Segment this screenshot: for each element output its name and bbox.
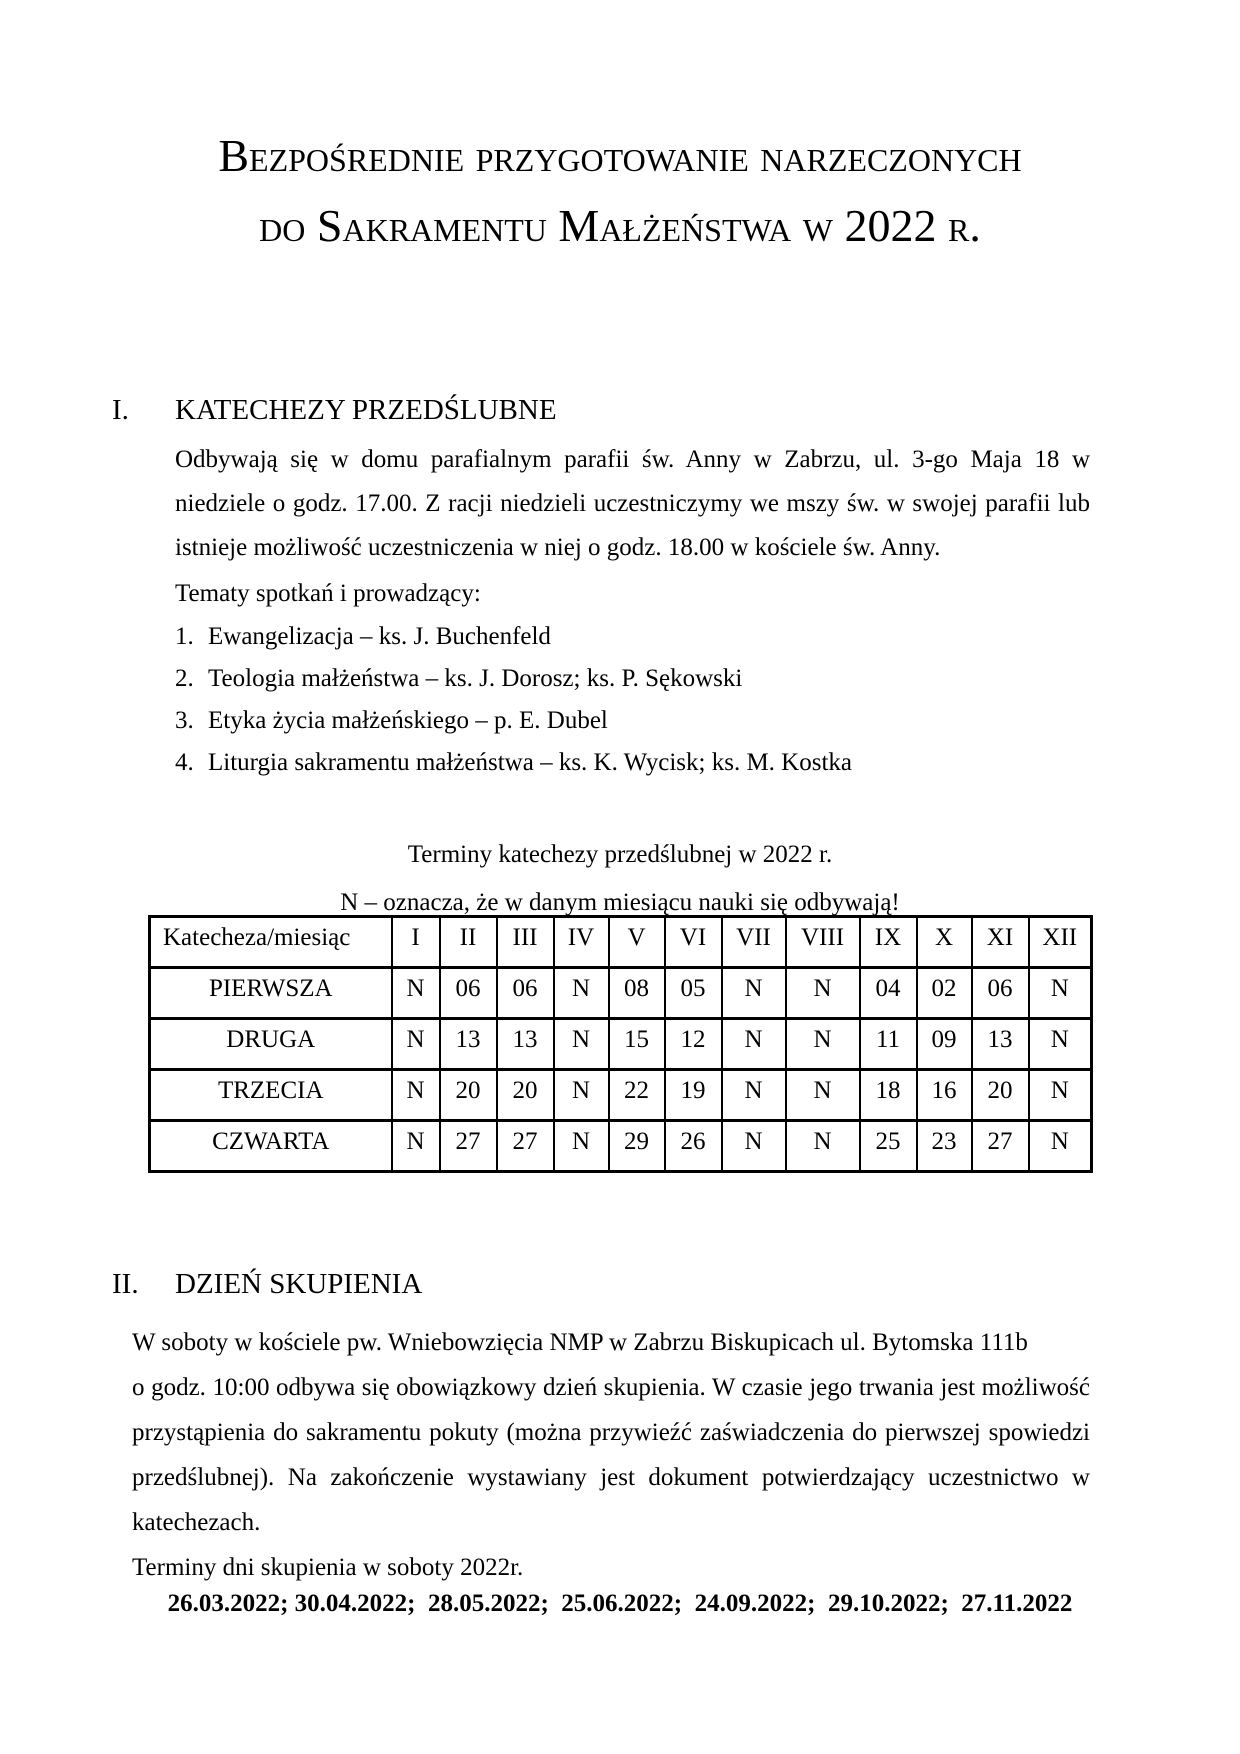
table-header-cell: IX: [860, 917, 917, 968]
table-header-cell: VII: [722, 917, 786, 968]
table-cell: 16: [917, 1070, 972, 1121]
table-cell: N: [392, 1121, 440, 1172]
table-cell: 25: [860, 1121, 917, 1172]
table-cell: 08: [609, 968, 665, 1019]
topic-number: 3.: [175, 707, 194, 734]
table-cell: N: [554, 1070, 609, 1121]
paragraph-line: W soboty w kościele pw. Wniebowzięcia NMP w Zabrzu Biskupicach ul. Bytomska 111b: [132, 1329, 1028, 1356]
table-cell: 05: [665, 968, 722, 1019]
table-cell: 13: [440, 1019, 497, 1070]
section2-heading: [112, 1266, 422, 1302]
table-cell: 29: [609, 1121, 665, 1172]
section2-heading-text: DZIEŃ SKUPIENIA: [175, 1268, 423, 1300]
table-cell: 12: [665, 1019, 722, 1070]
table-header-cell: VI: [665, 917, 722, 968]
paragraph-line: przystąpienia do sakramentu pokuty (można przywieźć zaświadczenia do pierwszej spowiedzi: [132, 1419, 1090, 1446]
table-cell: 09: [917, 1019, 972, 1070]
table-cell: 13: [972, 1019, 1029, 1070]
retreat-terms-label: Terminy dni skupienia w soboty 2022r.: [132, 1554, 524, 1581]
topic-text: Liturgia sakramentu małżeństwa – ks. K. Wycisk; ks. M. Kostka: [208, 749, 852, 776]
table-cell: N: [786, 1121, 860, 1172]
table-row-label: PIERWSZA: [150, 968, 392, 1019]
table-cell: N: [722, 1070, 786, 1121]
table-cell: 06: [972, 968, 1029, 1019]
topic-text: Ewangelizacja – ks. J. Buchenfeld: [208, 623, 551, 650]
table-header-cell: XII: [1029, 917, 1092, 968]
table-cell: 22: [609, 1070, 665, 1121]
table-row: [150, 1070, 1092, 1121]
table-cell: 20: [440, 1070, 497, 1121]
schedule-note: N – oznacza, że w danym miesiącu nauki się odbywają!: [340, 889, 900, 916]
topic-item: [175, 700, 1090, 742]
table-cell: 19: [665, 1070, 722, 1121]
table-cell: N: [1029, 1019, 1092, 1070]
table-row: [150, 1121, 1092, 1172]
section1-subheading: Tematy spotkań i prowadzący:: [175, 580, 481, 607]
table-cell: 27: [497, 1121, 554, 1172]
section1-heading: [112, 392, 557, 428]
paragraph-line: Odbywają się w domu parafialnym parafii św. Anny w Zabrzu, ul. 3-go Maja 18 w: [175, 446, 1090, 473]
table-cell: 15: [609, 1019, 665, 1070]
paragraph-line: katechezach.: [132, 1509, 261, 1536]
schedule-table: [148, 915, 1093, 1173]
table-header-cell: IV: [554, 917, 609, 968]
table-cell: N: [554, 1121, 609, 1172]
topic-text: Etyka życia małżeńskiego – p. E. Dubel: [208, 707, 608, 734]
table-cell: N: [392, 968, 440, 1019]
topic-text: Teologia małżeństwa – ks. J. Dorosz; ks. P. Sękowski: [208, 665, 743, 692]
document-title-line-1: Bezpośrednie przygotowanie narzeczonych: [218, 130, 1022, 181]
table-row-label: CZWARTA: [150, 1121, 392, 1172]
table-cell: 13: [497, 1019, 554, 1070]
topic-item: [175, 742, 1090, 784]
table-header-row: [150, 917, 1092, 968]
table-cell: N: [722, 1019, 786, 1070]
table-cell: 18: [860, 1070, 917, 1121]
table-cell: N: [722, 968, 786, 1019]
table-cell: 20: [972, 1070, 1029, 1121]
table-cell: 27: [440, 1121, 497, 1172]
table-cell: N: [1029, 968, 1092, 1019]
section1-paragraph: [175, 438, 1090, 570]
table-cell: N: [392, 1070, 440, 1121]
topic-number: 4.: [175, 749, 194, 776]
table-header-cell: III: [497, 917, 554, 968]
table-cell: N: [786, 1070, 860, 1121]
table-cell: 06: [497, 968, 554, 1019]
table-cell: 11: [860, 1019, 917, 1070]
table-header-cell: II: [440, 917, 497, 968]
table-header-cell: XI: [972, 917, 1029, 968]
table-cell: N: [392, 1019, 440, 1070]
table-cell: 02: [917, 968, 972, 1019]
table-header-cell: X: [917, 917, 972, 968]
table-cell: N: [786, 1019, 860, 1070]
table-cell: 20: [497, 1070, 554, 1121]
paragraph-line: niedziele o godz. 17.00. Z racji niedzieli uczestniczymy we mszy św. w swojej parafii lub: [175, 490, 1090, 517]
topic-item: [175, 658, 1090, 700]
schedule-caption: Terminy katechezy przedślubnej w 2022 r.: [407, 841, 833, 868]
table-cell: 23: [917, 1121, 972, 1172]
table-header-cell: VIII: [786, 917, 860, 968]
table-cell: 27: [972, 1121, 1029, 1172]
table-cell: N: [554, 1019, 609, 1070]
section2-numeral: II.: [112, 1268, 139, 1300]
table-row-label: TRZECIA: [150, 1070, 392, 1121]
section1-heading-text: KATECHEZY PRZEDŚLUBNE: [175, 394, 557, 426]
table-cell: 06: [440, 968, 497, 1019]
section1-numeral: I.: [112, 394, 129, 426]
table-header-cell: V: [609, 917, 665, 968]
topic-number: 1.: [175, 623, 194, 650]
table-cell: N: [786, 968, 860, 1019]
table-header-cell: I: [392, 917, 440, 968]
retreat-dates: 26.03.2022; 30.04.2022; 28.05.2022; 25.06.2022; 24.09.2022; 29.10.2022; 27.11.2022: [167, 1590, 1073, 1617]
table-cell: N: [722, 1121, 786, 1172]
topic-number: 2.: [175, 665, 194, 692]
table-row-label: DRUGA: [150, 1019, 392, 1070]
topics-list: [175, 616, 1090, 784]
document-title-line-2: do Sakramentu Małżeństwa w 2022 r.: [259, 200, 981, 251]
table-header-cell: Katecheza/miesiąc: [150, 917, 392, 968]
paragraph-line: istnieje możliwość uczestniczenia w niej o godz. 18.00 w kościele św. Anny.: [175, 534, 941, 561]
table-cell: 04: [860, 968, 917, 1019]
table-cell: N: [554, 968, 609, 1019]
table-row: [150, 968, 1092, 1019]
section2-paragraph: [132, 1320, 1090, 1545]
table-cell: N: [1029, 1121, 1092, 1172]
paragraph-line: o godz. 10:00 odbywa się obowiązkowy dzień skupienia. W czasie jego trwania jest możliwość: [132, 1374, 1090, 1401]
table-cell: 26: [665, 1121, 722, 1172]
paragraph-line: przedślubnej). Na zakończenie wystawiany jest dokument potwierdzający uczestnictwo w: [132, 1464, 1090, 1491]
table-cell: N: [1029, 1070, 1092, 1121]
topic-item: [175, 616, 1090, 658]
table-row: [150, 1019, 1092, 1070]
